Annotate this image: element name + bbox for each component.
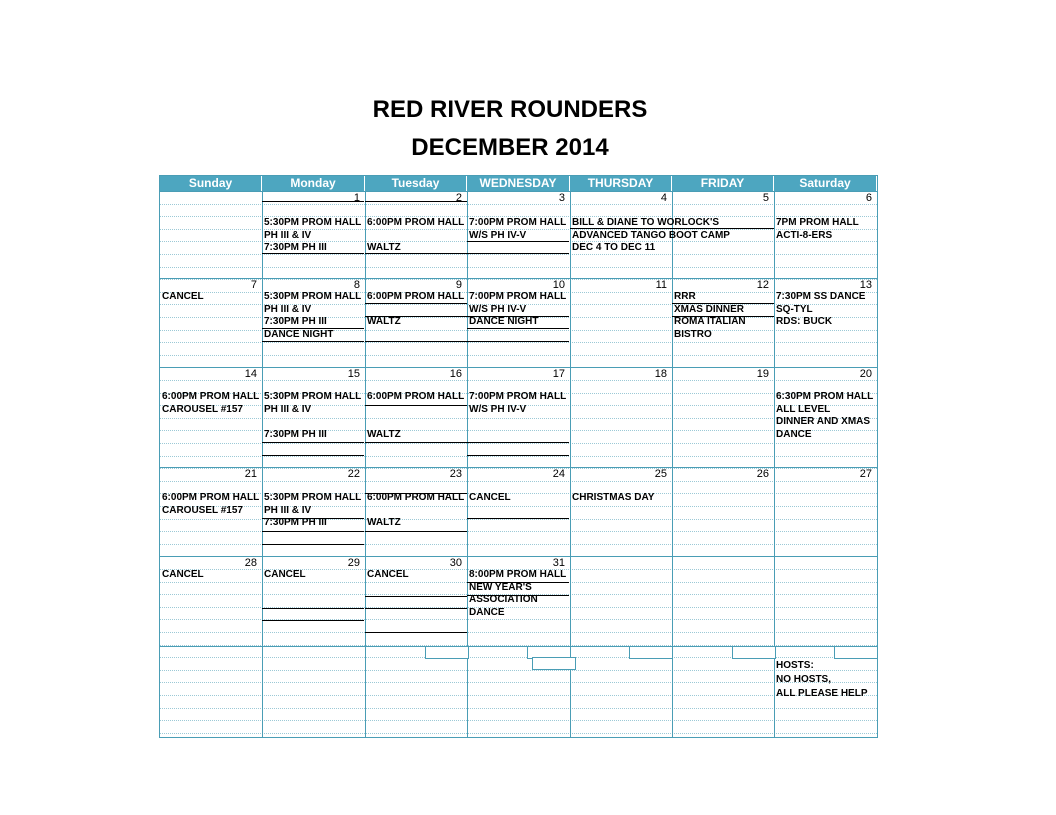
event-text: 7:00PM PROM HALL bbox=[469, 291, 567, 302]
row-line bbox=[160, 733, 877, 734]
date-number: 26 bbox=[756, 468, 769, 480]
event-text: WALTZ bbox=[367, 428, 401, 440]
cell-underline bbox=[262, 253, 364, 254]
event-text: ALL LEVEL bbox=[776, 403, 831, 415]
event-text: 5:30PM PROM HALL bbox=[264, 217, 362, 228]
event-text: 6:00PM PROM HALL bbox=[367, 492, 465, 503]
date-number: 7 bbox=[250, 279, 257, 291]
row-line bbox=[160, 443, 877, 444]
event-text: ROMA ITALIAN bbox=[674, 316, 746, 328]
event-text: DANCE NIGHT bbox=[264, 328, 334, 340]
date-number: 28 bbox=[244, 557, 257, 569]
cell-underline bbox=[467, 582, 569, 583]
column-line bbox=[365, 191, 366, 737]
date-number: 5 bbox=[762, 192, 769, 204]
hosts-text: NO HOSTS, bbox=[776, 674, 832, 685]
page-subtitle: DECEMBER 2014 bbox=[411, 134, 609, 161]
row-line bbox=[160, 682, 877, 683]
cell-underline bbox=[467, 253, 569, 254]
cell-underline bbox=[262, 341, 364, 342]
event-text: 7:30PM PH III bbox=[264, 242, 327, 254]
cell-underline bbox=[262, 620, 364, 621]
event-text: DANCE bbox=[776, 428, 812, 440]
cell-underline bbox=[262, 328, 364, 329]
small-box bbox=[732, 646, 776, 659]
date-number: 20 bbox=[859, 368, 872, 380]
cell-underline bbox=[570, 228, 672, 229]
row-line bbox=[160, 342, 877, 343]
event-text: 7:30PM PH III bbox=[264, 517, 327, 529]
row-line bbox=[160, 380, 877, 381]
date-number: 10 bbox=[552, 279, 565, 291]
event-text: CANCEL bbox=[469, 492, 511, 503]
small-box bbox=[629, 646, 673, 659]
small-box bbox=[532, 657, 576, 670]
event-text: NEW YEAR'S bbox=[469, 581, 532, 593]
day-header-1: Monday bbox=[262, 176, 365, 191]
cell-underline bbox=[365, 253, 467, 254]
date-number: 27 bbox=[859, 468, 872, 480]
event-text: 6:00PM PROM HALL bbox=[162, 492, 260, 503]
cell-underline bbox=[365, 201, 467, 202]
hosts-text: HOSTS: bbox=[776, 660, 814, 671]
cell-underline bbox=[467, 328, 569, 329]
cell-underline bbox=[365, 442, 467, 443]
event-text: PH III & IV bbox=[264, 229, 312, 241]
event-text: WALTZ bbox=[367, 242, 401, 254]
calendar-grid bbox=[159, 175, 878, 738]
event-text: BILL & DIANE TO WORLOCK'S bbox=[572, 217, 720, 228]
date-number: 15 bbox=[347, 368, 360, 380]
cell-underline bbox=[262, 442, 364, 443]
row-line bbox=[160, 720, 877, 721]
cell-underline bbox=[467, 518, 569, 519]
row-line bbox=[160, 481, 877, 482]
date-number: 16 bbox=[449, 368, 462, 380]
date-number: 6 bbox=[865, 192, 872, 204]
cell-underline bbox=[365, 632, 467, 633]
event-text: PH III & IV bbox=[264, 303, 312, 315]
cell-underline bbox=[672, 228, 774, 229]
event-text: 7:30PM PH III bbox=[264, 316, 327, 328]
event-text: 5:30PM PROM HALL bbox=[264, 291, 362, 302]
cell-underline bbox=[262, 544, 364, 545]
date-number: 17 bbox=[552, 368, 565, 380]
cell-underline bbox=[467, 595, 569, 596]
event-text: 7:30PM PH III bbox=[264, 428, 327, 440]
row-line bbox=[160, 204, 877, 205]
hosts-text: ALL PLEASE HELP bbox=[776, 688, 868, 699]
event-text: ACTI-8-ERS bbox=[776, 229, 833, 241]
cell-underline bbox=[365, 341, 467, 342]
cell-underline bbox=[365, 493, 467, 494]
event-text: CAROUSEL #157 bbox=[162, 504, 243, 516]
event-text: W/S PH IV-V bbox=[469, 403, 527, 415]
event-text: DANCE NIGHT bbox=[469, 316, 539, 328]
event-text: BISTRO bbox=[674, 328, 712, 340]
date-number: 12 bbox=[756, 279, 769, 291]
date-number: 22 bbox=[347, 468, 360, 480]
event-text: W/S PH IV-V bbox=[469, 303, 527, 315]
cell-underline bbox=[365, 303, 467, 304]
cell-underline bbox=[467, 241, 569, 242]
row-line bbox=[160, 355, 877, 356]
event-text: CHRISTMAS DAY bbox=[572, 492, 655, 503]
day-header-0: Sunday bbox=[160, 176, 262, 191]
date-number: 9 bbox=[455, 279, 462, 291]
row-line bbox=[160, 632, 877, 633]
cell-underline bbox=[262, 531, 364, 532]
row-line bbox=[160, 695, 877, 696]
event-text: 7:00PM PROM HALL bbox=[469, 391, 567, 402]
date-number: 29 bbox=[347, 557, 360, 569]
event-text: 5:30PM PROM HALL bbox=[264, 391, 362, 402]
day-header-2: Tuesday bbox=[365, 176, 467, 191]
event-text: XMAS DINNER bbox=[674, 303, 745, 315]
event-text: RDS: BUCK bbox=[776, 316, 833, 328]
cell-underline bbox=[672, 316, 774, 317]
page-title: RED RIVER ROUNDERS bbox=[372, 96, 648, 123]
day-header-6: Saturday bbox=[774, 176, 877, 191]
date-number: 4 bbox=[660, 192, 667, 204]
event-text: W/S PH IV-V bbox=[469, 229, 527, 241]
event-text: SQ-TYL bbox=[776, 303, 813, 315]
cell-underline bbox=[365, 405, 467, 406]
date-number: 13 bbox=[859, 279, 872, 291]
day-header-4: THURSDAY bbox=[570, 176, 672, 191]
row-line bbox=[160, 456, 877, 457]
event-text: 6:00PM PROM HALL bbox=[367, 391, 465, 402]
event-text: CANCEL bbox=[162, 569, 204, 580]
date-number: 24 bbox=[552, 468, 565, 480]
cell-underline bbox=[467, 442, 569, 443]
event-text: 6:00PM PROM HALL bbox=[367, 291, 465, 302]
date-number: 30 bbox=[449, 557, 462, 569]
event-text: WALTZ bbox=[367, 316, 401, 328]
event-text: 6:00PM PROM HALL bbox=[367, 217, 465, 228]
small-box bbox=[425, 646, 469, 659]
date-number: 2 bbox=[455, 192, 462, 204]
event-text: 7:00PM PROM HALL bbox=[469, 217, 567, 228]
event-text: PH III & IV bbox=[264, 403, 312, 415]
event-text: 6:00PM PROM HALL bbox=[162, 391, 260, 402]
date-number: 23 bbox=[449, 468, 462, 480]
cell-underline bbox=[262, 455, 364, 456]
small-box bbox=[834, 646, 878, 659]
column-line bbox=[262, 191, 263, 737]
cell-underline bbox=[467, 316, 569, 317]
event-text: 5:30PM PROM HALL bbox=[264, 492, 362, 503]
cell-underline bbox=[467, 455, 569, 456]
event-text: CANCEL bbox=[264, 569, 306, 580]
date-number: 19 bbox=[756, 368, 769, 380]
event-text: DANCE bbox=[469, 606, 505, 618]
day-header-3: WEDNESDAY bbox=[467, 176, 570, 191]
date-number: 1 bbox=[353, 192, 360, 204]
event-text: CAROUSEL #157 bbox=[162, 403, 243, 415]
event-text: PH III & IV bbox=[264, 504, 312, 516]
cell-underline bbox=[672, 303, 774, 304]
date-number: 8 bbox=[353, 279, 360, 291]
event-text: CANCEL bbox=[367, 569, 409, 580]
date-number: 11 bbox=[655, 279, 667, 291]
event-text: 7PM PROM HALL bbox=[776, 217, 859, 228]
event-text: CANCEL bbox=[162, 291, 204, 302]
cell-underline bbox=[467, 341, 569, 342]
event-text: DEC 4 TO DEC 11 bbox=[572, 242, 656, 254]
cell-underline bbox=[262, 608, 364, 609]
row-line bbox=[160, 708, 877, 709]
event-text: ASSOCIATION bbox=[469, 594, 538, 606]
event-text: 6:30PM PROM HALL bbox=[776, 391, 874, 402]
event-text: DINNER AND XMAS bbox=[776, 416, 871, 428]
cell-underline bbox=[365, 608, 467, 609]
date-number: 21 bbox=[244, 468, 257, 480]
day-header-5: FRIDAY bbox=[672, 176, 774, 191]
date-number: 14 bbox=[244, 368, 257, 380]
event-text: 7:30PM SS DANCE bbox=[776, 291, 866, 302]
cell-underline bbox=[365, 316, 467, 317]
event-text: ADVANCED TANGO BOOT CAMP bbox=[572, 229, 730, 241]
cell-underline bbox=[365, 596, 467, 597]
row-line bbox=[160, 418, 877, 419]
event-text: RRR bbox=[674, 291, 696, 302]
event-text: 8:00PM PROM HALL bbox=[469, 569, 567, 580]
date-number: 3 bbox=[558, 192, 565, 204]
cell-underline bbox=[365, 531, 467, 532]
event-text: WALTZ bbox=[367, 517, 401, 529]
date-number: 18 bbox=[654, 368, 667, 380]
date-number: 31 bbox=[552, 557, 565, 569]
cell-underline bbox=[262, 201, 364, 202]
date-number: 25 bbox=[654, 468, 667, 480]
row-line bbox=[160, 670, 877, 671]
cell-underline bbox=[262, 518, 364, 519]
row-line bbox=[160, 267, 877, 268]
